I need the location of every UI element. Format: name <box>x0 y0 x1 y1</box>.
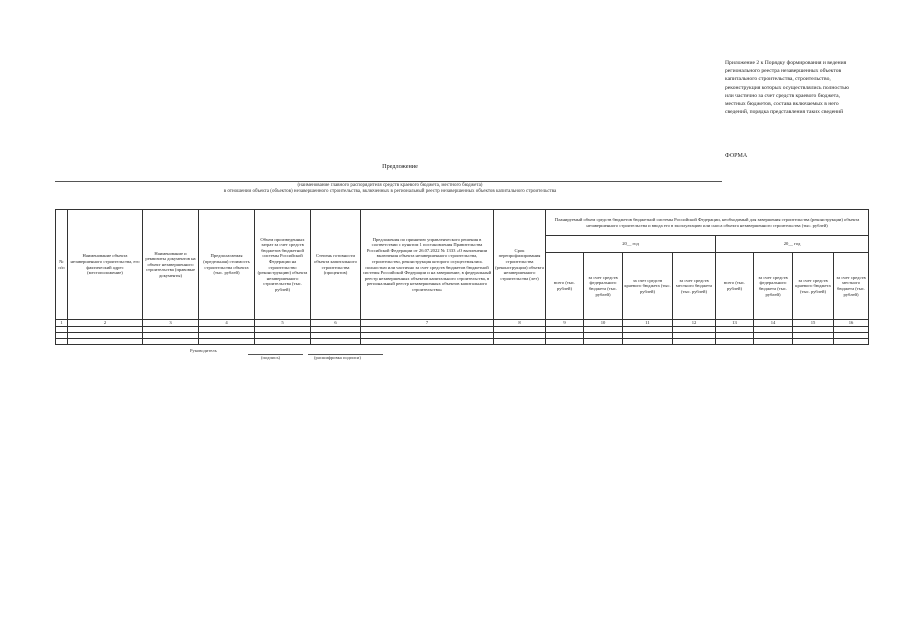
column-index: 5 <box>255 320 311 327</box>
column-index-row <box>56 320 869 327</box>
column-index: 16 <box>834 320 869 327</box>
subcaption-line-1: (наименование главного распорядителя средств краевого бюджета, местного бюджета) <box>297 183 483 188</box>
header-sub-local: за счет средств местного бюджета (тыс. рублей) <box>834 253 869 320</box>
header-spent: Объем произведенных затрат за счет средств бюджетов бюджетной системы Российской Федерации на строительство (реконструкцию) объекта незавершенного строительства (тыс. рублей) <box>255 210 311 320</box>
proposal-table <box>55 209 869 345</box>
header-proposal: Предложения по принятию управленческого решения в соответствии с пунктом 1 постановления Правительства Российской Федерации от 26.07.2022 № 1333 «О вычленении включения объекта незавершенного строительства, строительство, реконструкция которого осуществлялись полностью или частично за счет средств бюджетов бюджетной системы Российской Федерации и на завершение, в федеральный реестр незавершенных объектов капитального строительства, в региональный реестр незавершенных объектов капитального строительства» <box>361 210 494 320</box>
header-sub-total: всего (тыс. рублей) <box>716 253 754 320</box>
column-index: 13 <box>716 320 754 327</box>
column-index: 2 <box>68 320 143 327</box>
annex-note: Приложение 2 к Порядку формирования и ведения регионального реестра незавершенных объектов капитального строительства, строительство, реконструкция которых осуществлялись полностью или частично за счет средств краевого бюджета, местных бюджетов, состава включаемых в него сведений, порядка представления таких сведений <box>725 60 850 116</box>
column-index: 10 <box>584 320 623 327</box>
header-planned-volume: Планируемый объем средств бюджетов бюджетной системы Российской Федерации, необходимый для завершения строительства (реконструкции) объекта незавершенного строительства и ввода его в эксплуатацию или сноса объекта незавершенного строительства (тыс. рублей) <box>546 210 869 236</box>
column-index: 3 <box>143 320 199 327</box>
column-index: 8 <box>494 320 546 327</box>
header-readiness: Степень готовности объекта капитального строительства (процентов) <box>311 210 361 320</box>
forma-label: ФОРМА <box>725 153 748 159</box>
header-documents: Наименование и реквизиты документов на объект незавершенного строительства (правовые документы) <box>143 210 199 320</box>
empty-row <box>56 339 869 345</box>
header-year-b: 20__ год <box>716 236 869 253</box>
header-sub-total: всего (тыс. рублей) <box>546 253 584 320</box>
column-index: 14 <box>754 320 793 327</box>
header-num: № п/п <box>56 210 68 320</box>
column-index: 11 <box>623 320 673 327</box>
column-index: 9 <box>546 320 584 327</box>
column-index: 4 <box>199 320 255 327</box>
header-term: Срок перепрофилирования строительства (реконструкции) объекта незавершенного строительства (лет) <box>494 210 546 320</box>
column-index: 15 <box>793 320 834 327</box>
header-sub-regional: за счет средств краевого бюджета (тыс. рублей) <box>623 253 673 320</box>
signature-label: Руководитель <box>190 348 217 353</box>
title-underline <box>55 181 722 182</box>
signature-decode-caption: (расшифровка подписи) <box>314 355 361 360</box>
column-index: 6 <box>311 320 361 327</box>
column-index: 1 <box>56 320 68 327</box>
header-sub-federal: за счет средств федерального бюджета (тыс. рублей) <box>584 253 623 320</box>
header-sub-local: за счет средств местного бюджета (тыс. рублей) <box>673 253 716 320</box>
header-sub-regional: за счет средств краевого бюджета (тыс. рублей) <box>793 253 834 320</box>
document-subcaption <box>0 183 780 195</box>
header-sub-federal: за счет средств федерального бюджета (тыс. рублей) <box>754 253 793 320</box>
column-index: 7 <box>361 320 494 327</box>
header-year-a: 20__ год <box>546 236 716 253</box>
document-title: Предложение <box>382 163 418 170</box>
header-cost: Предполагаемая (предельная) стоимость строительства объекта (тыс. рублей) <box>199 210 255 320</box>
signature-caption: (подпись) <box>261 355 281 360</box>
subcaption-line-2: в отношении объекта (объектов) незавершенного строительства, включенных в региональный реестр незавершенных объектов капитального строительства <box>223 189 557 194</box>
column-index: 12 <box>673 320 716 327</box>
header-object-name: Наименование объекта незавершенного строительства, его фактический адрес (местоположение) <box>68 210 143 320</box>
